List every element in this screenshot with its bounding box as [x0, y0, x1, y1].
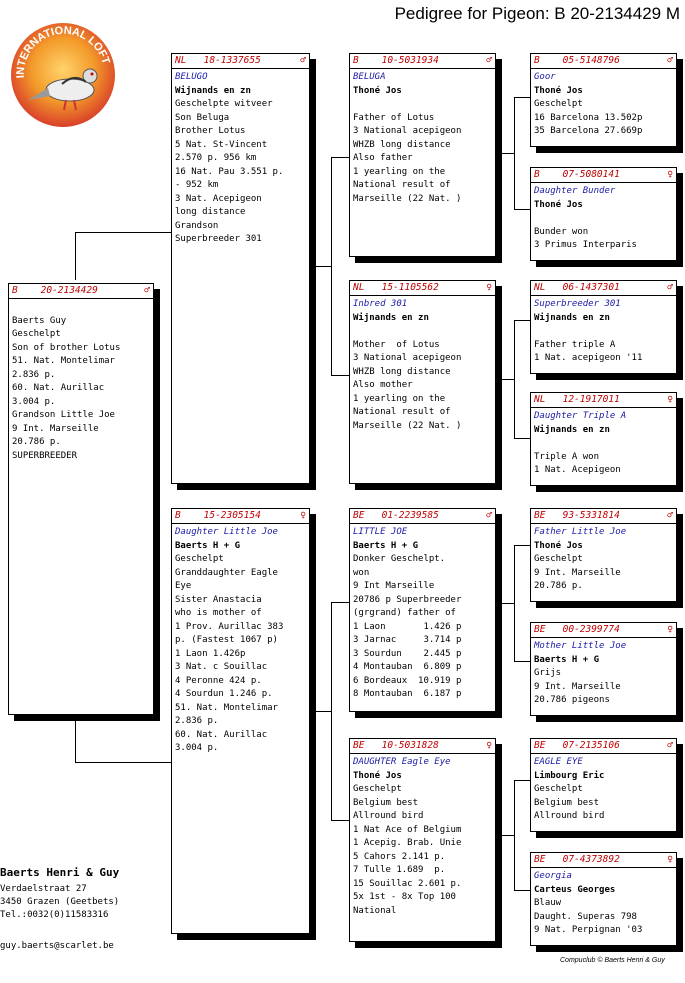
info-line: Donker Geschelpt.: [353, 554, 446, 564]
info-line: Geschelpte witveer: [175, 99, 273, 109]
page-title: Pedigree for Pigeon: B 20-2134429 M: [394, 4, 680, 23]
info-line: Granddaughter Eagle: [175, 567, 278, 578]
ring-number: NL 06-1437301: [534, 282, 620, 293]
info-line: WHZB long distance: [353, 366, 451, 377]
card-body: [531, 868, 676, 938]
connector-line: [331, 602, 332, 820]
info-line: 3 National acepigeon: [353, 353, 462, 363]
sire-card[interactable]: [171, 53, 310, 484]
connector-line: [310, 711, 331, 712]
pigeon-name: Goor: [534, 72, 556, 82]
breeder-name: Baerts H + G: [175, 540, 241, 551]
connector-line: [496, 835, 514, 836]
info-line: 15 Souillac 2.601 p.: [353, 878, 462, 889]
card-body: [350, 524, 495, 702]
info-line: 9 Int Marseille: [353, 581, 435, 591]
info-line: 3 Primus Interparis: [534, 240, 637, 250]
info-line: [353, 325, 492, 339]
ggp-card-dss[interactable]: [530, 508, 677, 602]
info-line: 3 Sourdun 2.445 p: [353, 648, 462, 659]
info-line: [534, 212, 673, 226]
info-line: 5 Nat. St-Vincent: [175, 139, 268, 150]
grandsire-paternal-card[interactable]: [349, 53, 496, 257]
info-line: 3.004 p.: [175, 743, 219, 753]
male-icon: ♂: [667, 55, 673, 66]
male-icon: ♂: [667, 740, 673, 751]
breeder-name: Baerts H + G: [534, 654, 600, 665]
info-line: [353, 98, 492, 112]
info-line: 1 yearling on the: [353, 166, 446, 177]
info-line: 51. Nat. Montelimar: [12, 356, 115, 366]
pigeon-name: Georgia: [534, 871, 572, 881]
info-line: long distance: [175, 207, 246, 217]
ring-number: B 07-5080141: [534, 169, 620, 180]
male-icon: ♂: [667, 510, 673, 521]
owner-city: 3450 Grazen (Geetbets): [0, 897, 120, 907]
granddam-paternal-card[interactable]: [349, 280, 496, 484]
info-line: 1 Laon 1.426p: [175, 648, 246, 659]
pigeon-name: Daughter Little Joe: [175, 527, 278, 537]
pigeon-name: BELUGO: [175, 72, 208, 82]
female-icon: ♀: [486, 282, 492, 293]
connector-line: [331, 157, 332, 375]
female-icon: ♀: [300, 510, 306, 521]
breeder-name: Baerts H + G: [353, 540, 419, 551]
connector-line: [310, 266, 331, 267]
info-line: 1 yearling on the: [353, 393, 446, 404]
card-body: [9, 299, 153, 463]
info-line: [534, 437, 673, 451]
connector-line: [514, 438, 530, 439]
ggp-card-ssd[interactable]: [530, 167, 677, 261]
info-line: (grgrand) father of: [353, 608, 456, 618]
info-line: Geschelpt: [534, 99, 583, 109]
info-line: 9 Nat. Perpignan '03: [534, 925, 643, 935]
ring-number: B 05-5148796: [534, 55, 620, 66]
footer-credit: Compuclub © Baerts Henri & Guy: [560, 957, 665, 964]
pigeon-name: EAGLE EYE: [534, 757, 583, 767]
ring-number: BE 07-4373892: [534, 854, 620, 865]
connector-line: [514, 320, 515, 438]
ggp-card-sss[interactable]: [530, 53, 677, 147]
connector-line: [514, 97, 530, 98]
info-line: - 952 km: [175, 180, 219, 190]
info-line: Geschelpt: [175, 554, 224, 564]
card-body: [531, 638, 676, 708]
info-line: Grijs: [534, 668, 562, 678]
info-line: Superbreeder 301: [175, 234, 262, 244]
connector-line: [514, 545, 530, 546]
ring-number: NL 15-1105562: [353, 282, 439, 293]
info-line: 1 Acepig. Brab. Unie: [353, 838, 462, 848]
ring-number: BE 93-5331814: [534, 510, 620, 521]
info-line: 20.786 pigeons: [534, 695, 610, 705]
pigeon-name: BELUGA: [353, 72, 386, 82]
pigeon-name: Superbreeder 301: [534, 299, 621, 309]
male-icon: ♂: [486, 510, 492, 521]
ggp-card-ddd[interactable]: [530, 852, 677, 946]
info-line: Son Beluga: [175, 112, 230, 123]
info-line: Grandson: [175, 220, 219, 231]
ring-number: BE 07-2135106: [534, 740, 620, 751]
info-line: Allround bird: [353, 811, 424, 821]
info-line: Father of Lotus: [353, 112, 435, 123]
male-icon: ♂: [300, 55, 306, 66]
info-line: 16 Nat. Pau 3.551 p.: [175, 166, 284, 177]
pigeon-name: LITTLE JOE: [353, 527, 408, 537]
ggp-card-sds[interactable]: [530, 280, 677, 374]
info-line: Father triple A: [534, 339, 616, 350]
card-body: [172, 69, 309, 247]
info-line: [534, 325, 673, 339]
female-icon: ♀: [667, 624, 673, 635]
info-line: 8 Montauban 6.187 p: [353, 689, 462, 699]
breeder-name: Limbourg Eric: [534, 770, 605, 781]
info-line: Bunder won: [534, 226, 589, 237]
info-line: 9 Int. Marseille: [534, 567, 621, 578]
info-line: Daught. Superas 798: [534, 911, 637, 922]
connector-line: [514, 890, 530, 891]
granddam-maternal-card[interactable]: [349, 738, 496, 942]
connector-line: [331, 820, 349, 821]
info-line: 3 Nat. c Souillac: [175, 662, 268, 672]
connector-line: [496, 153, 514, 154]
connector-line: [496, 603, 514, 604]
ring-number: BE 01-2239585: [353, 510, 439, 521]
info-line: 4 Montauban 6.809 p: [353, 662, 462, 672]
connector-line: [331, 602, 349, 603]
connector-line: [514, 209, 530, 210]
card-body: [531, 183, 676, 253]
info-line: 4 Sourdun 1.246 p.: [175, 689, 273, 699]
card-body: [172, 524, 309, 756]
connector-line: [514, 97, 515, 209]
connector-line: [75, 232, 171, 233]
info-line: 51. Nat. Montelimar: [175, 702, 278, 713]
dam-card[interactable]: [171, 508, 310, 934]
loft-logo: [8, 18, 118, 128]
info-line: 60. Nat. Aurillac: [12, 383, 105, 393]
info-line: 1 Nat. acepigeon '11: [534, 353, 643, 363]
info-line: Marseille (22 Nat. ): [353, 420, 462, 431]
info-line: 5x 1st - 8x Top 100: [353, 892, 456, 902]
info-line: 2.836 p.: [175, 716, 219, 726]
owner-name: Baerts Henri & Guy: [0, 866, 120, 879]
female-icon: ♀: [667, 394, 673, 405]
info-line: 9 Int. Marseille: [534, 681, 621, 692]
info-line: Grandson Little Joe: [12, 410, 115, 420]
male-icon: ♂: [144, 285, 150, 296]
pigeon-name: Mother Little Joe: [534, 641, 627, 651]
info-line: Eye: [175, 581, 192, 591]
ring-number: B 20-2134429: [12, 285, 98, 296]
info-line: 1 Prov. Aurillac 383: [175, 621, 284, 632]
breeder-name: Thoné Jos: [353, 770, 402, 781]
info-line: 1 Nat Ace of Belgium: [353, 824, 462, 835]
info-line: Sister Anastacia: [175, 594, 262, 605]
owner-email[interactable]: guy.baerts@scarlet.be: [0, 941, 114, 951]
connector-line: [514, 545, 515, 661]
breeder-name: Wijnands en zn: [353, 312, 429, 323]
info-line: 2.570 p. 956 km: [175, 153, 257, 163]
pigeon-name: DAUGHTER Eagle Eye: [353, 757, 451, 767]
connector-line: [331, 157, 349, 158]
pigeon-name: Daughter Bunder: [534, 186, 616, 196]
ggp-card-sdd[interactable]: [530, 392, 677, 486]
grandsire-maternal-card[interactable]: [349, 508, 496, 712]
info-line: Also father: [353, 153, 413, 163]
info-line: Brother Lotus: [175, 126, 246, 136]
info-line: Baerts Guy: [12, 315, 67, 326]
subject-card[interactable]: [8, 283, 154, 715]
ring-number: BE 00-2399774: [534, 624, 620, 635]
breeder-name: Thoné Jos: [534, 199, 583, 210]
info-line: 9 Int. Marseille: [12, 423, 99, 434]
ggp-card-dds[interactable]: [530, 738, 677, 832]
info-line: 35 Barcelona 27.669p: [534, 126, 643, 136]
breeder-name: Carteus Georges: [534, 884, 616, 895]
info-line: Son of brother Lotus: [12, 342, 121, 353]
owner-phone: Tel.:0032(0)11583316: [0, 910, 109, 920]
connector-line: [75, 232, 76, 280]
info-line: National: [353, 905, 397, 916]
connector-line: [496, 379, 514, 380]
connector-line: [331, 375, 349, 376]
ggp-card-dsd[interactable]: [530, 622, 677, 716]
card-body: [350, 754, 495, 918]
logo-text: INTERNATIONAL LOFT: [14, 24, 112, 79]
info-line: Geschelpt: [353, 784, 402, 794]
info-line: 2.836 p.: [12, 369, 56, 380]
card-body: [531, 754, 676, 824]
connector-line: [514, 780, 515, 890]
info-line: Marseille (22 Nat. ): [353, 193, 462, 204]
male-icon: ♂: [486, 55, 492, 66]
info-line: Belgium best: [534, 797, 600, 808]
connector-line: [75, 717, 76, 762]
pigeon-name: Father Little Joe: [534, 527, 627, 537]
pigeon-name: Daughter Triple A: [534, 411, 627, 421]
info-line: [12, 301, 150, 315]
info-line: 3.004 p.: [12, 396, 56, 407]
card-body: [350, 69, 495, 206]
connector-line: [514, 320, 530, 321]
connector-line: [514, 780, 530, 781]
ring-number: B 15-2305154: [175, 510, 261, 521]
owner-block: [0, 866, 119, 953]
info-line: p. (Fastest 1067 p): [175, 635, 278, 645]
breeder-name: Thoné Jos: [353, 85, 402, 96]
card-body: [350, 296, 495, 433]
info-line: won: [353, 567, 370, 578]
info-line: Geschelpt: [534, 554, 583, 564]
info-line: Triple A won: [534, 451, 600, 462]
breeder-name: Wijnands en zn: [534, 424, 610, 435]
info-line: 4 Peronne 424 p.: [175, 675, 262, 686]
info-line: who is mother of: [175, 608, 262, 618]
info-line: Allround bird: [534, 811, 605, 821]
card-body: [531, 69, 676, 139]
info-line: 5 Cahors 2.141 p.: [353, 851, 446, 862]
breeder-name: Thoné Jos: [534, 85, 583, 96]
info-line: Also mother: [353, 380, 413, 390]
info-line: 1 Laon 1.426 p: [353, 621, 462, 632]
pigeon-name: Inbred 301: [353, 299, 408, 309]
info-line: 20786 p Superbreeder: [353, 594, 462, 605]
info-line: 6 Bordeaux 10.919 p: [353, 675, 462, 686]
info-line: 3 Jarnac 3.714 p: [353, 635, 462, 645]
info-line: 1 Nat. Acepigeon: [534, 465, 621, 475]
info-line: National result of: [353, 180, 451, 190]
breeder-name: Wijnands en zn: [175, 85, 251, 96]
male-icon: ♂: [667, 282, 673, 293]
ring-number: B 10-5031934: [353, 55, 439, 66]
info-line: Blauw: [534, 898, 562, 908]
breeder-name: Thoné Jos: [534, 540, 583, 551]
ring-number: NL 12-1917011: [534, 394, 620, 405]
ring-number: NL 18-1337655: [175, 55, 261, 66]
info-line: WHZB long distance: [353, 139, 451, 150]
owner-address: Verdaelstraat 27: [0, 884, 87, 894]
card-body: [531, 296, 676, 366]
info-line: Belgium best: [353, 797, 419, 808]
female-icon: ♀: [486, 740, 492, 751]
info-line: 3 Nat. Acepigeon: [175, 193, 262, 204]
info-line: SUPERBREEDER: [12, 450, 78, 461]
female-icon: ♀: [667, 169, 673, 180]
info-line: National result of: [353, 407, 451, 417]
info-line: 7 Tulle 1.689 p.: [353, 865, 446, 875]
info-line: Mother of Lotus: [353, 339, 440, 350]
female-icon: ♀: [667, 854, 673, 865]
info-line: 3 National acepigeon: [353, 126, 462, 136]
card-body: [531, 524, 676, 594]
card-body: [531, 408, 676, 478]
ring-number: BE 10-5031828: [353, 740, 439, 751]
connector-line: [75, 762, 171, 763]
connector-line: [514, 661, 530, 662]
info-line: 60. Nat. Aurillac: [175, 729, 268, 740]
breeder-name: Wijnands en zn: [534, 312, 610, 323]
info-line: Geschelpt: [12, 329, 61, 339]
info-line: 20.786 p.: [12, 437, 61, 447]
info-line: 16 Barcelona 13.502p: [534, 112, 643, 123]
info-line: 20.786 p.: [534, 581, 583, 591]
info-line: Geschelpt: [534, 784, 583, 794]
